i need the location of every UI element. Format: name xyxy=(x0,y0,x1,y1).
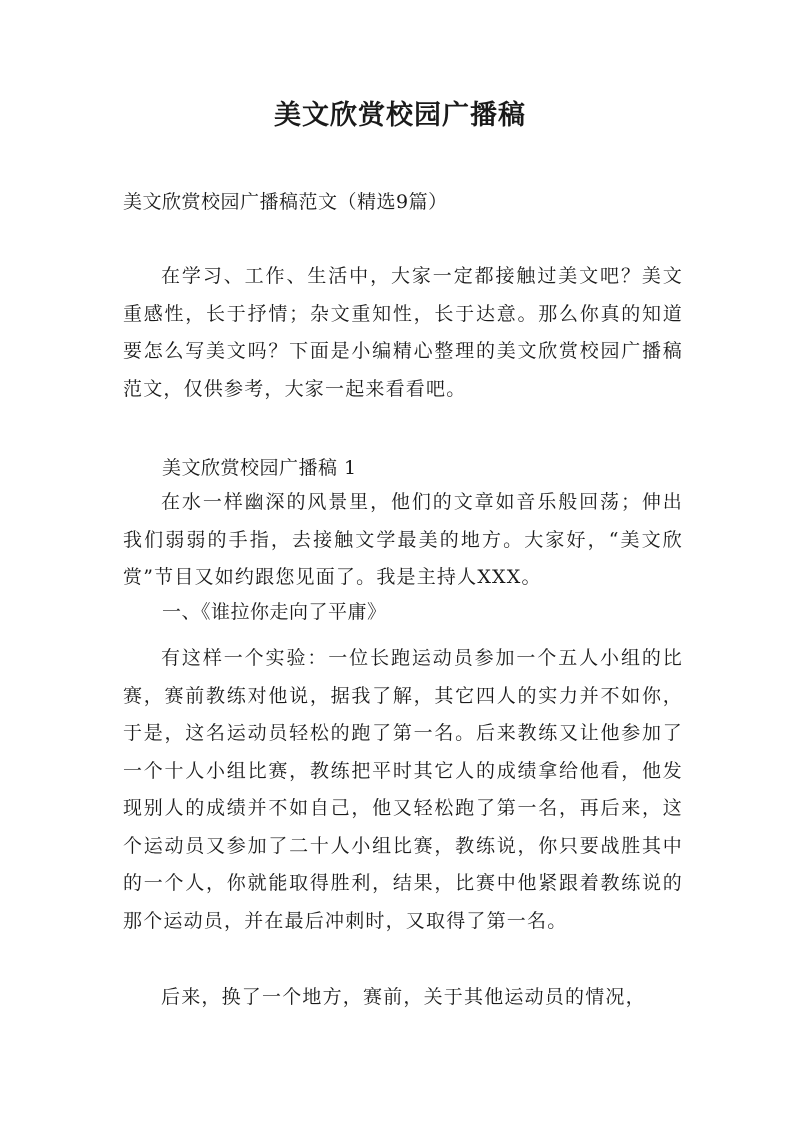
section-1-paragraph-2-text: 有这样一个实验：一位长跑运动员参加一个五人小组的比赛，赛前教练对他说，据我了解，其它四人的实力并不如你，于是，这名运动员轻松的跑了第一名。后来教练又让他参加了一个十人小组比赛，教练把平时其它人的成绩拿给他看，他发现别人的成绩并不如自己，他又轻松跑了第一名，再后来，这个运动员又参加了二十人小组比赛，教练说，你只要战胜其中的一个人，你就能取得胜利，结果，比赛中他紧跟着教练说的那个运动员，并在最后冲刺时，又取得了第一名。 xyxy=(123,647,683,932)
section-1-heading: 美文欣赏校园广播稿 1 xyxy=(162,457,357,479)
section-1-item-1-heading: 一、《谁拉你走向了平庸》 xyxy=(162,601,387,623)
page-subtitle: 美文欣赏校园广播稿范文（精选9篇） xyxy=(123,191,448,213)
section-1-paragraph-3-text: 后来，换了一个地方，赛前，关于其他运动员的情况， xyxy=(161,986,646,1008)
section-1-paragraph-1 xyxy=(123,484,683,597)
intro-paragraph xyxy=(123,258,683,408)
section-1-paragraph-1-text: 在水一样幽深的风景里，他们的文章如音乐般回荡；伸出我们弱弱的手指，去接触文学最美的地方。大家好，“美文欣赏”节目又如约跟您见面了。我是主持人XXX。 xyxy=(123,491,683,588)
intro-text: 在学习、工作、生活中，大家一定都接触过美文吧？美文重感性，长于抒情；杂文重知性，长于达意。那么你真的知道要怎么写美文吗？下面是小编精心整理的美文欣赏校园广播稿范文，仅供参考，大家一起来看看吧。 xyxy=(123,265,683,400)
section-1-paragraph-3 xyxy=(123,979,683,1017)
page-title: 美文欣赏校园广播稿 xyxy=(274,100,526,131)
section-1-paragraph-2 xyxy=(123,640,683,940)
